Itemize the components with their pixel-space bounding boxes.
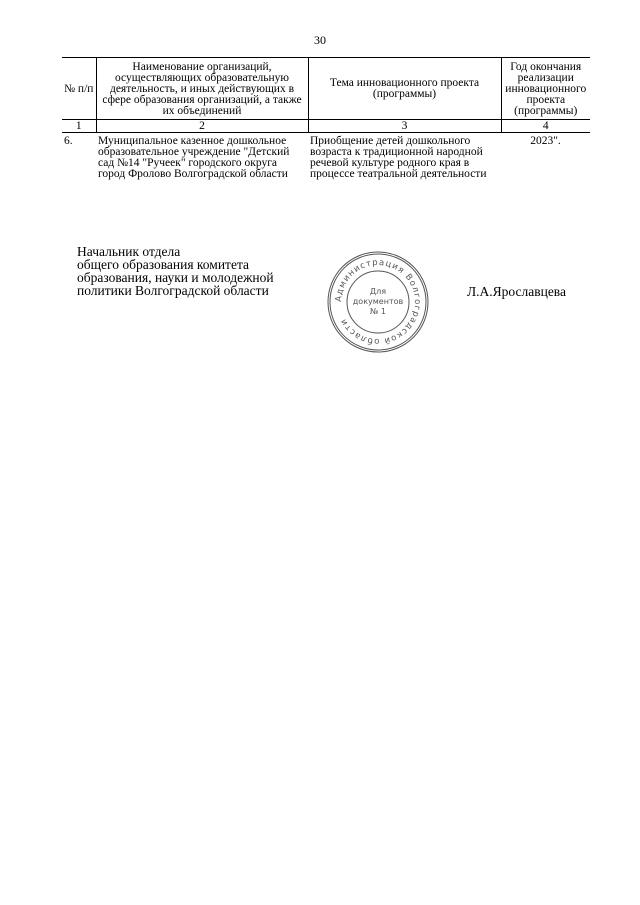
- position-line: общего образования комитета: [77, 257, 249, 272]
- seal-center-line: документов: [352, 297, 404, 306]
- column-number: 3: [308, 120, 501, 133]
- header-year: Год окончания реализации инновационного проекта (программы): [501, 58, 590, 120]
- row-topic: Приобщение детей дошкольного возраста к традиционной народной речевой культуре родного края в процессе театральной деятельности: [310, 135, 487, 180]
- signatory-name: Л.А.Ярославцева: [467, 284, 566, 299]
- column-number: 1: [62, 120, 96, 133]
- column-number: 4: [501, 120, 590, 133]
- table-row: [62, 133, 590, 181]
- position-line: Начальник отдела: [77, 244, 181, 259]
- row-year: 2023".: [530, 135, 561, 147]
- projects-table: [62, 57, 590, 180]
- signatory-position: [77, 245, 274, 297]
- official-seal-icon: [318, 248, 438, 356]
- column-number: 2: [96, 120, 308, 133]
- position-line: политики Волгоградской области: [77, 283, 269, 298]
- column-numbers-row: [62, 120, 590, 133]
- row-organization: Муниципальное казенное дошкольное образовательное учреждение "Детский сад №14 "Ручеек" городского округа город Фролово Волгоградской области: [98, 135, 290, 180]
- page-number: 30: [314, 33, 326, 47]
- seal-center-line: № 1: [370, 307, 386, 316]
- table-header-row: [62, 58, 590, 120]
- header-topic: Тема инновационного проекта (программы): [308, 58, 501, 120]
- header-organization: Наименование организаций, осуществляющих образовательную деятельность, и иных действующих в сфере образования организаций, а также их объединений: [96, 58, 308, 120]
- position-line: образования, науки и молодежной: [77, 270, 274, 285]
- row-number: 6.: [64, 135, 73, 147]
- header-number: № п/п: [62, 58, 96, 120]
- seal-center-line: Для: [369, 287, 387, 296]
- seal-ring-text: Администрация Волгоградской области: [333, 257, 423, 347]
